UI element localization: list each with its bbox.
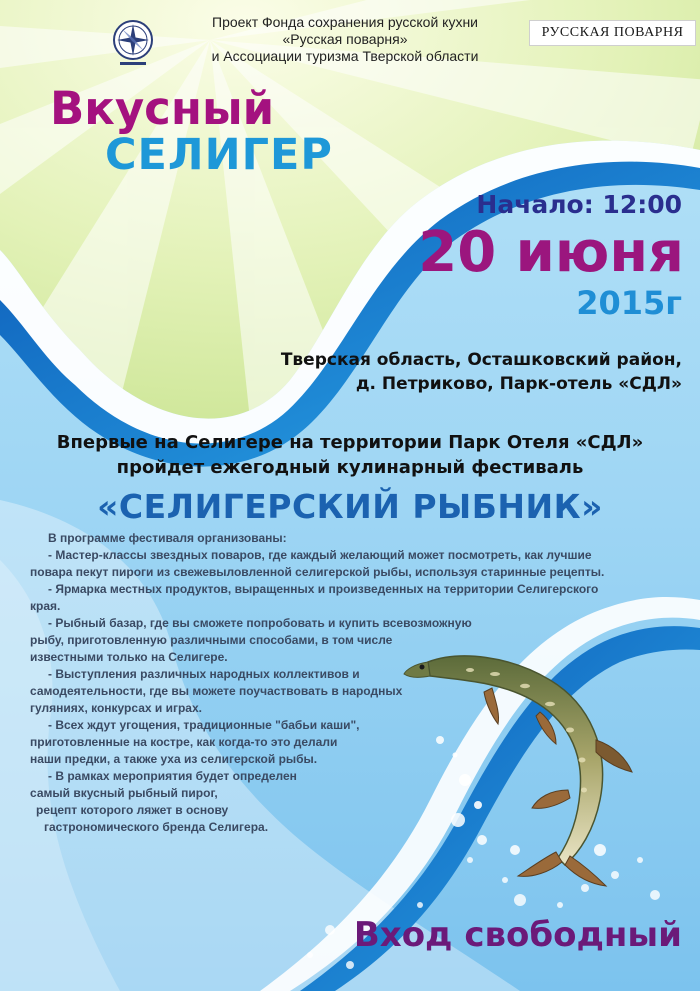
- sponsor-line: Проект Фонда сохранения русской кухни: [212, 14, 478, 30]
- event-location: [262, 348, 682, 396]
- program-line: - Рыбный базар, где вы сможете попробовать и купить всевозможную: [48, 616, 472, 630]
- program-line: - Всех ждут угощения, традиционные "бабьи каши",: [48, 718, 360, 732]
- event-date: 20 июня: [418, 220, 684, 285]
- program-line: самодеятельности, где вы можете поучаствовать в народных: [30, 684, 403, 698]
- program-line: гастрономического бренда Селигера.: [44, 820, 269, 834]
- intro-text: [20, 430, 680, 480]
- program-line: наши предки, а также уха из селигерской рыбы.: [30, 752, 318, 766]
- program-line: гуляниях, конкурсах и играх.: [30, 701, 202, 715]
- compass-rose-emblem-icon: [112, 18, 154, 70]
- poster-title-line2: СЕЛИГЕР: [105, 130, 333, 180]
- event-year: 2015г: [576, 284, 682, 322]
- program-line: - Выступления различных народных коллективов и: [48, 667, 360, 681]
- pike-fish-illustration-icon: [400, 640, 690, 890]
- program-line: - Мастер-классы звездных поваров, где каждый желающий может посмотреть, как лучшие: [48, 548, 592, 562]
- sponsor-text: [170, 14, 520, 65]
- program-line: - Ярмарка местных продуктов, выращенных и произведенных на территории Селигерского: [48, 582, 599, 596]
- program-line: приготовленные на костре, как когда-то это делали: [30, 735, 338, 749]
- program-line: В программе фестиваля организованы:: [48, 531, 287, 545]
- intro-line: пройдет ежегодный кулинарный фестиваль: [116, 457, 584, 478]
- sponsor-line: и Ассоциации туризма Тверской области: [211, 48, 479, 64]
- location-line: Тверская область, Осташковский район,: [280, 350, 682, 370]
- brand-badge: РУССКАЯ ПОВАРНЯ: [529, 20, 696, 46]
- program-line: рецепт которого ляжет в основу: [36, 803, 229, 817]
- free-entry-text: Вход свободный: [353, 915, 682, 955]
- program-line: рыбу, приготовленную различными способами, в том числе: [30, 633, 393, 647]
- sponsor-line: «Русская поварня»: [282, 31, 408, 47]
- program-line: самый вкусный рыбный пирог,: [30, 786, 218, 800]
- intro-line: Впервые на Селигере на территории Парк Отеля «СДЛ»: [56, 432, 644, 453]
- program-line: - В рамках мероприятия будет определен: [48, 769, 297, 783]
- start-time: Начало: 12:00: [476, 190, 682, 219]
- program-line: повара пекут пироги из свежевыловленной селигерской рыбы, используя старинные рецепты.: [30, 565, 605, 579]
- location-line: д. Петриково, Парк-отель «СДЛ»: [355, 374, 682, 394]
- festival-name: «СЕЛИГЕРСКИЙ РЫБНИК»: [97, 487, 603, 526]
- program-line: края.: [30, 599, 61, 613]
- poster-title-line1: Вкусный: [50, 82, 275, 135]
- program-line: известными только на Селигере.: [30, 650, 228, 664]
